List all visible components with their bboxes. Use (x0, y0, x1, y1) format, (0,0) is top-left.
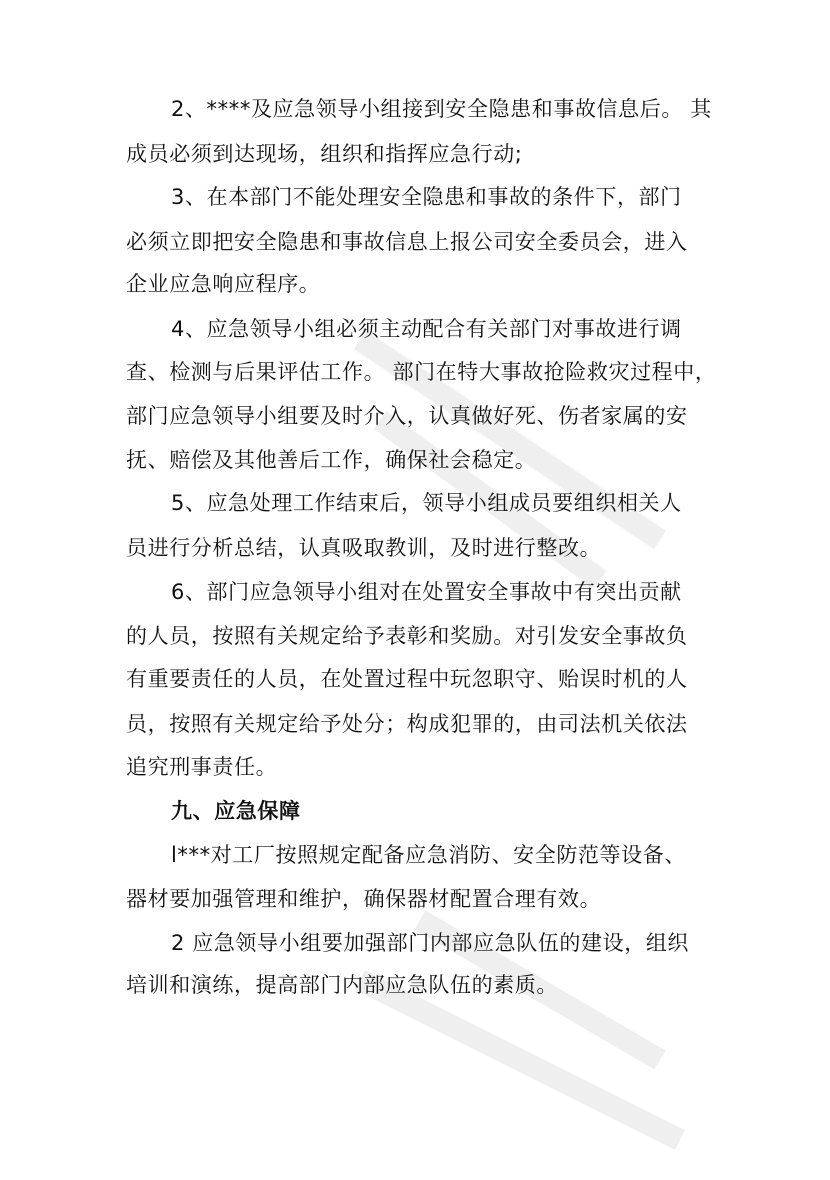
line-3-cont-b: 企业应急响应程序。 (126, 272, 321, 296)
line-6-cont-c: 员，按照有关规定给予处分；构成犯罪的，由司法机关依法 (126, 712, 688, 736)
line-4-cont-c: 抚、赔偿及其他善后工作，确保社会稳定。 (126, 448, 537, 472)
line-3-cont-a: 必须立即把安全隐患和事故信息上报公司安全委员会，进入 (126, 230, 688, 254)
section-heading-emergency-guarantee: 九、应急保障 (171, 799, 301, 823)
guarantee-2-start: 2 应急领导小组要加强部门内部应急队伍的建设，组织 (171, 931, 690, 955)
line-6-cont-a: 的人员，按照有关规定给予表彰和奖励。对引发安全事故负 (126, 624, 688, 648)
guarantee-1-start: l***对工厂按照规定配备应急消防、安全防范等设备、 (171, 843, 686, 867)
guarantee-1-cont: 器材要加强管理和维护，确保器材配置合理有效。 (126, 887, 602, 911)
line-2-cont: 成员必须到达现场，组织和指挥应急行动; (126, 142, 523, 166)
line-4-cont-a: 查、检测与后果评估工作。 部门在特大事故抢险救灾过程中， (126, 360, 717, 384)
line-6-cont-d: 追究刑事责任。 (126, 755, 278, 779)
line-6-cont-b: 有重要责任的人员，在处置过程中玩忽职守、贻误时机的人 (126, 667, 688, 691)
line-5-start: 5、应急处理工作结束后，领导小组成员要组织相关人 (171, 491, 682, 515)
guarantee-2-cont: 培训和演练，提高部门内部应急队伍的素质。 (126, 973, 558, 997)
line-4-cont-b: 部门应急领导小组要及时介入，认真做好死、伤者家属的安 (126, 404, 688, 428)
line-2-start: 2、****及应急领导小组接到安全隐患和事故信息后。 其 (171, 97, 712, 121)
line-3-start: 3、在本部门不能处理安全隐患和事故的条件下，部门 (171, 185, 682, 209)
line-4-start: 4、应急领导小组必须主动配合有关部门对事故进行调 (171, 317, 682, 341)
line-5-cont: 员进行分析总结，认真吸取教训，及时进行整改。 (126, 536, 602, 560)
line-6-start: 6、部门应急领导小组对在处置安全事故中有突出贡献 (171, 580, 682, 604)
